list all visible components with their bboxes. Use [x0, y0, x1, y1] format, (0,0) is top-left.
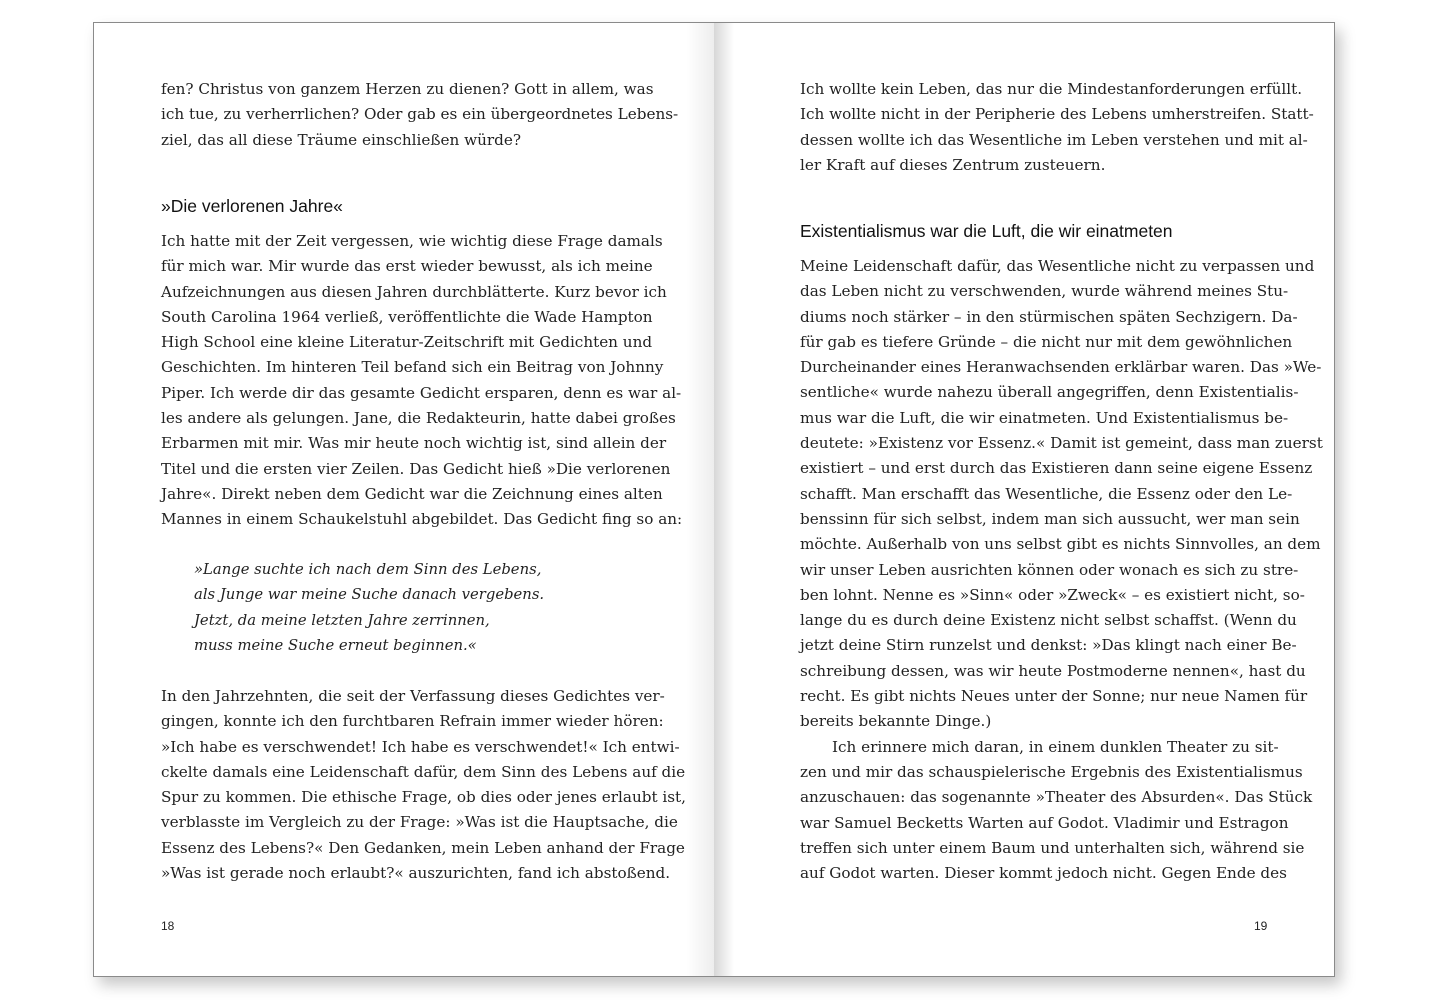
text-line: für gab es tiefere Gründe – die nicht nur mit dem gewöhnlichen [800, 332, 1293, 351]
text-line: das Leben nicht zu verschwenden, wurde während meines Stu- [800, 282, 1289, 301]
poem-line: »Lange suchte ich nach dem Sinn des Lebens, [194, 561, 542, 578]
text-line: anzuschauen: das sogenannte »Theater des Absurden«. Das Stück [800, 788, 1313, 807]
text-line: ziel, das all diese Träume einschließen würde? [161, 130, 522, 149]
text-line: High School eine kleine Literatur-Zeitschrift mit Gedichten und [161, 333, 653, 352]
text-line: schafft. Man erschafft das Wesentliche, die Essenz oder den Le- [800, 484, 1293, 503]
text-line: zen und mir das schauspielerische Ergebnis des Existentialismus [800, 762, 1303, 781]
text-line: sentliche« wurde nahezu überall angegriffen, denn Existentialis- [800, 383, 1299, 402]
text-line: fen? Christus von ganzem Herzen zu dienen? Gott in allem, was [161, 80, 654, 98]
text-line: Geschichten. Im hinteren Teil befand sich ein Beitrag von Johnny [161, 358, 664, 377]
text-line: »Was ist gerade noch erlaubt?« auszurichten, fand ich abstoßend. [161, 864, 671, 883]
text-line: möchte. Außerhalb von uns selbst gibt es nichts Sinnvolles, an dem [800, 535, 1321, 554]
text-line: existiert – und erst durch das Existieren dann seine eigene Essenz [800, 459, 1313, 478]
text-line: wir unser Leben ausrichten können oder wonach es sich zu stre- [800, 560, 1299, 579]
text-line: Jahre«. Direkt neben dem Gedicht war die Zeichnung eines alten [161, 484, 663, 503]
text-line: Erbarmen mit mir. Was mir heute noch wichtig ist, sind allein der [161, 434, 667, 453]
text-line: für mich war. Mir wurde das erst wieder bewusst, als ich meine [161, 257, 653, 276]
text-line: ben lohnt. Nenne es »Sinn« oder »Zweck« – es existiert nicht, so- [800, 585, 1305, 604]
text-line: Durcheinander eines Heranwachsenden erklärbar waren. Das »We- [800, 358, 1322, 377]
gutter-shadow [686, 23, 714, 976]
text-line: Piper. Ich werde dir das gesamte Gedicht ersparen, denn es war al- [161, 383, 682, 402]
page-number: 18 [161, 919, 175, 933]
section-heading: Existentialismus war die Luft, die wir einatmeten [800, 221, 1173, 241]
text-line: auf Godot warten. Dieser kommt jedoch nicht. Gegen Ende des [800, 864, 1287, 883]
text-line: ich tue, zu verherrlichen? Oder gab es ein übergeordnetes Lebens- [161, 105, 679, 124]
poem-line: muss meine Suche erneut beginnen.« [194, 636, 477, 654]
text-line: jetzt deine Stirn runzelst und denkst: »Das klingt nach einer Be- [800, 636, 1297, 655]
text-line: treffen sich unter einem Baum und unterhalten sich, während sie [800, 838, 1305, 857]
text-line: war Samuel Becketts Warten auf Godot. Vladimir und Estragon [800, 813, 1289, 832]
text-line: Meine Leidenschaft dafür, das Wesentliche nicht zu verpassen und [800, 257, 1315, 275]
text-line: benssinn für sich selbst, indem man sich aussucht, wer man sein [800, 509, 1300, 528]
text-line: Mannes in einem Schaukelstuhl abgebildet. Das Gedicht fing so an: [161, 510, 683, 529]
left-paragraph-1 [161, 229, 683, 533]
gutter-shadow [714, 23, 734, 976]
text-line: In den Jahrzehnten, die seit der Verfassung dieses Gedichtes ver- [161, 687, 665, 705]
text-line: »Ich habe es verschwendet! Ich habe es verschwendet!« Ich entwi- [161, 737, 680, 756]
poem-quote [194, 557, 544, 658]
text-line: verblasste im Vergleich zu der Frage: »Was ist die Hauptsache, die [161, 813, 678, 832]
text-line: mus war die Luft, die wir einatmeten. Und Existentialismus be- [800, 408, 1289, 427]
right-page [714, 22, 1335, 977]
text-line: lange du es durch deine Existenz nicht selbst schaffst. (Wenn du [800, 611, 1297, 630]
poem-line: als Junge war meine Suche danach vergebens. [194, 586, 545, 604]
text-line: Spur zu kommen. Die ethische Frage, ob dies oder jenes erlaubt ist, [161, 788, 686, 807]
book-spread [93, 22, 1335, 977]
text-line: Ich wollte kein Leben, das nur die Mindestanforderungen erfüllt. [800, 80, 1303, 98]
text-line: recht. Es gibt nichts Neues unter der Sonne; nur neue Namen für [800, 687, 1308, 706]
text-line: Aufzeichnungen aus diesen Jahren durchblätterte. Kurz bevor ich [161, 282, 667, 301]
right-intro-paragraph [800, 77, 1314, 178]
section-heading: »Die verlorenen Jahre« [161, 196, 343, 216]
text-line: South Carolina 1964 verließ, veröffentlichte die Wade Hampton [161, 307, 653, 326]
text-line: les andere als gelungen. Jane, die Redakteurin, hatte dabei großes [161, 409, 676, 428]
text-line: Titel und die ersten vier Zeilen. Das Gedicht hieß »Die verlorenen [161, 459, 671, 478]
page-number: 19 [1254, 919, 1268, 933]
text-line: bereits bekannte Dinge.) [800, 712, 992, 731]
text-line: dessen wollte ich das Wesentliche im Leben verstehen und mit al- [800, 130, 1308, 149]
text-line: Ich erinnere mich daran, in einem dunklen Theater zu sit- [832, 737, 1279, 756]
text-line: Ich hatte mit der Zeit vergessen, wie wichtig diese Frage damals [161, 232, 663, 250]
left-page [93, 22, 714, 977]
poem-line: Jetzt, da meine letzten Jahre zerrinnen, [194, 611, 490, 629]
text-line: Essenz des Lebens?« Den Gedanken, mein Leben anhand der Frage [161, 838, 685, 857]
left-intro-paragraph [161, 77, 679, 153]
text-line: ckelte damals eine Leidenschaft dafür, dem Sinn des Lebens auf die [161, 762, 686, 781]
text-line: diums noch stärker – in den stürmischen späten Sechzigern. Da- [800, 307, 1298, 326]
text-line: schreibung dessen, was wir heute Postmoderne nennen«, hast du [800, 661, 1306, 680]
text-line: gingen, konnte ich den furchtbaren Refrain immer wieder hören: [161, 712, 664, 731]
text-line: ler Kraft auf dieses Zentrum zusteuern. [800, 155, 1106, 174]
right-paragraph-1 [800, 254, 1323, 886]
text-line: Ich wollte nicht in der Peripherie des Lebens umherstreifen. Statt- [800, 105, 1314, 124]
left-paragraph-2 [161, 684, 686, 886]
text-line: deutete: »Existenz vor Essenz.« Damit ist gemeint, dass man zuerst [800, 434, 1323, 453]
